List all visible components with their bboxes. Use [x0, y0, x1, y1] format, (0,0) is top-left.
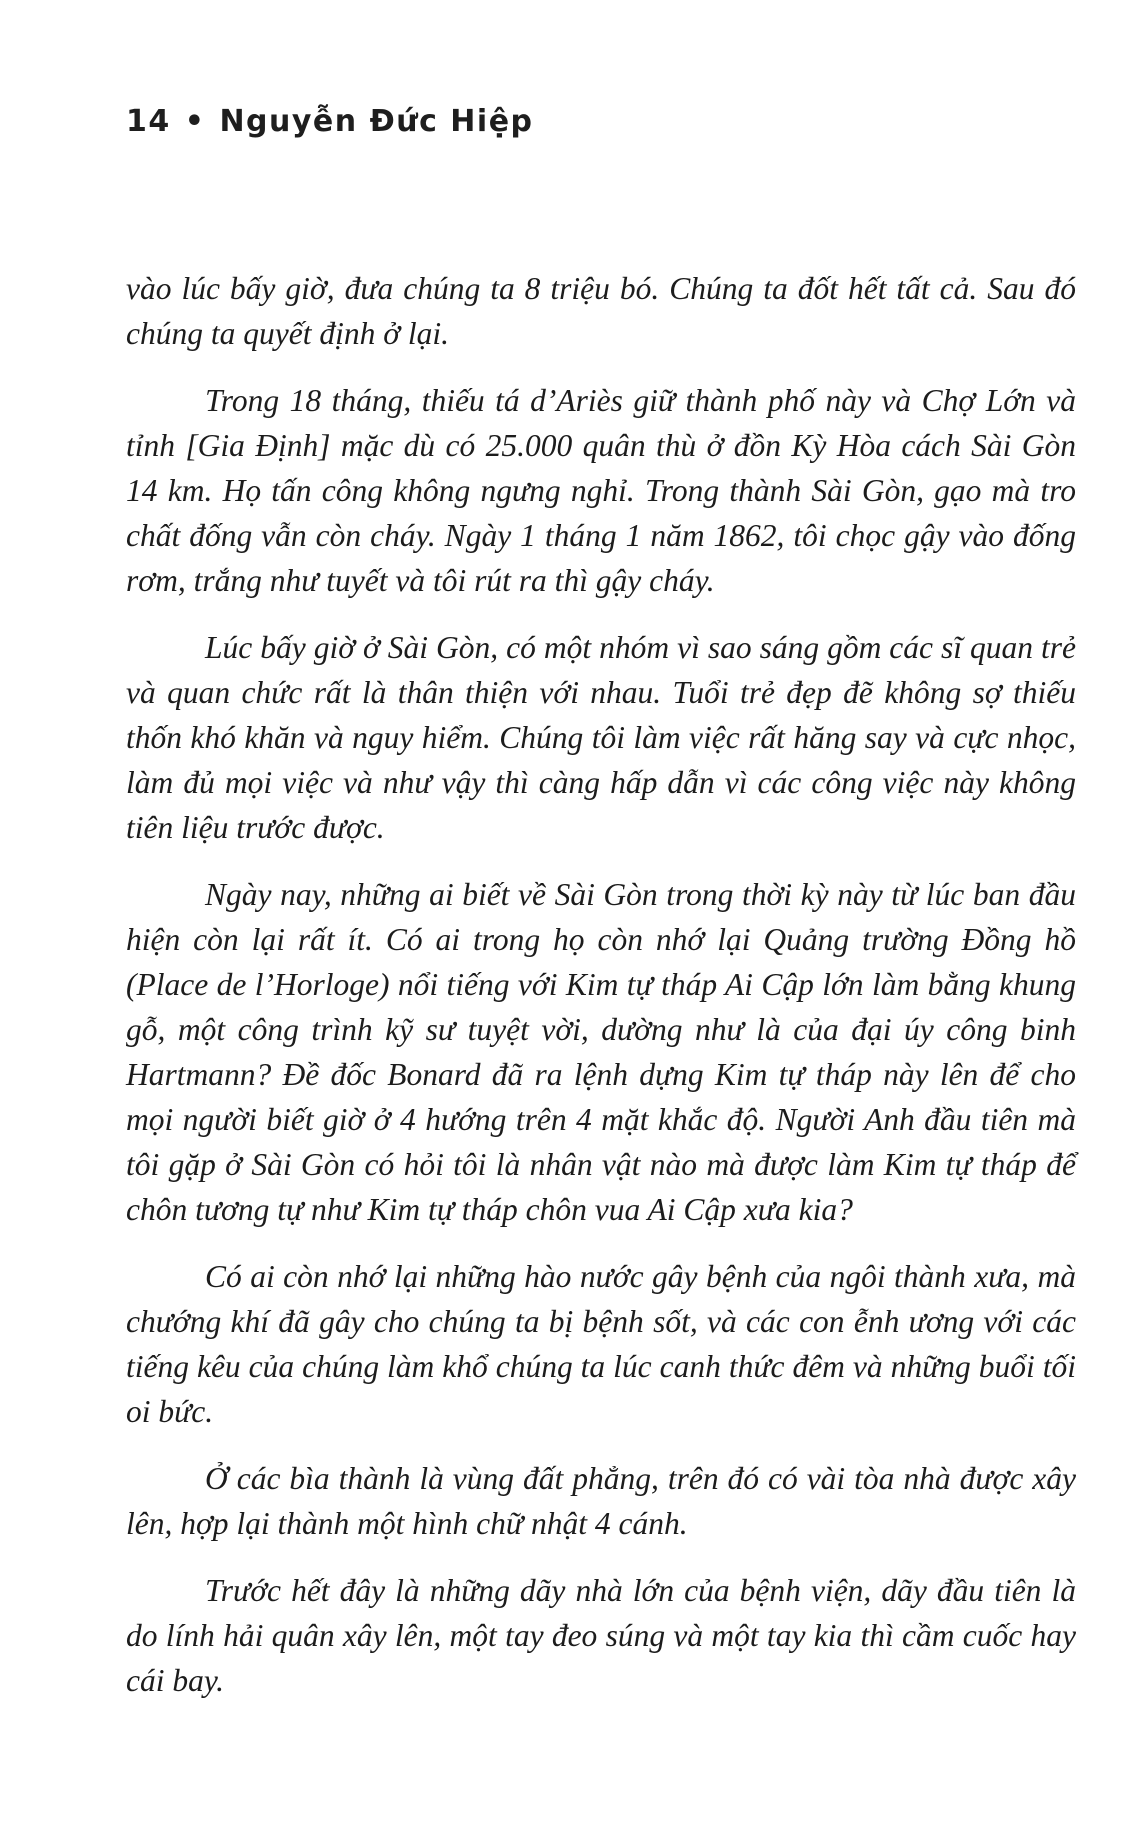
paragraph: Ngày nay, những ai biết về Sài Gòn trong thời kỳ này từ lúc ban đầu hiện còn lại rất ít. Có ai trong họ còn nhớ lại Quảng trường Đồng hồ (Place de l’Horloge) nổi tiếng với Kim tự tháp Ai Cập lớn làm bằng khung gỗ, một công trình kỹ sư tuyệt vời, dường như là của đại úy công binh Hartmann? Đề đốc Bonard đã ra lệnh dựng Kim tự tháp này lên để cho mọi người biết giờ ở 4 hướng trên 4 mặt khắc độ. Người Anh đầu tiên mà tôi gặp ở Sài Gòn có hỏi tôi là nhân vật nào mà được làm Kim tự tháp để chôn tương tự như Kim tự tháp chôn vua Ai Cập xưa kia? — [126, 877, 1076, 1227]
running-header — [126, 104, 534, 139]
paragraph: Ở các bìa thành là vùng đất phẳng, trên đó có vài tòa nhà được xây lên, hợp lại thành một hình chữ nhật 4 cánh. — [126, 1461, 1076, 1541]
body-text — [126, 266, 1076, 1725]
header-separator: • — [184, 104, 206, 139]
paragraph-continued: vào lúc bấy giờ, đưa chúng ta 8 triệu bó. Chúng ta đốt hết tất cả. Sau đó chúng ta quyết định ở lại. — [126, 271, 1076, 351]
paragraph: Lúc bấy giờ ở Sài Gòn, có một nhóm vì sao sáng gồm các sĩ quan trẻ và quan chức rất là thân thiện với nhau. Tuổi trẻ đẹp đẽ không sợ thiếu thốn khó khăn và nguy hiểm. Chúng tôi làm việc rất hăng say và cực nhọc, làm đủ mọi việc và như vậy thì càng hấp dẫn vì các công việc này không tiên liệu trước được. — [126, 630, 1076, 845]
page-number: 14 — [126, 104, 171, 139]
paragraph: Trong 18 tháng, thiếu tá d’Ariès giữ thành phố này và Chợ Lớn và tỉnh [Gia Định] mặc dù có 25.000 quân thù ở đồn Kỳ Hòa cách Sài Gòn 14 km. Họ tấn công không ngưng nghỉ. Trong thành Sài Gòn, gạo mà tro chất đống vẫn còn cháy. Ngày 1 tháng 1 năm 1862, tôi chọc gậy vào đống rơm, trắng như tuyết và tôi rút ra thì gậy cháy. — [126, 383, 1076, 598]
paragraph: Trước hết đây là những dãy nhà lớn của bệnh viện, dãy đầu tiên là do lính hải quân xây lên, một tay đeo súng và một tay kia thì cầm cuốc hay cái bay. — [126, 1573, 1076, 1698]
author-name: Nguyễn Đức Hiệp — [219, 104, 534, 139]
paragraph: Có ai còn nhớ lại những hào nước gây bệnh của ngôi thành xưa, mà chướng khí đã gây cho chúng ta bị bệnh sốt, và các con ễnh ương với các tiếng kêu của chúng làm khổ chúng ta lúc canh thức đêm và những buổi tối oi bức. — [126, 1259, 1076, 1429]
